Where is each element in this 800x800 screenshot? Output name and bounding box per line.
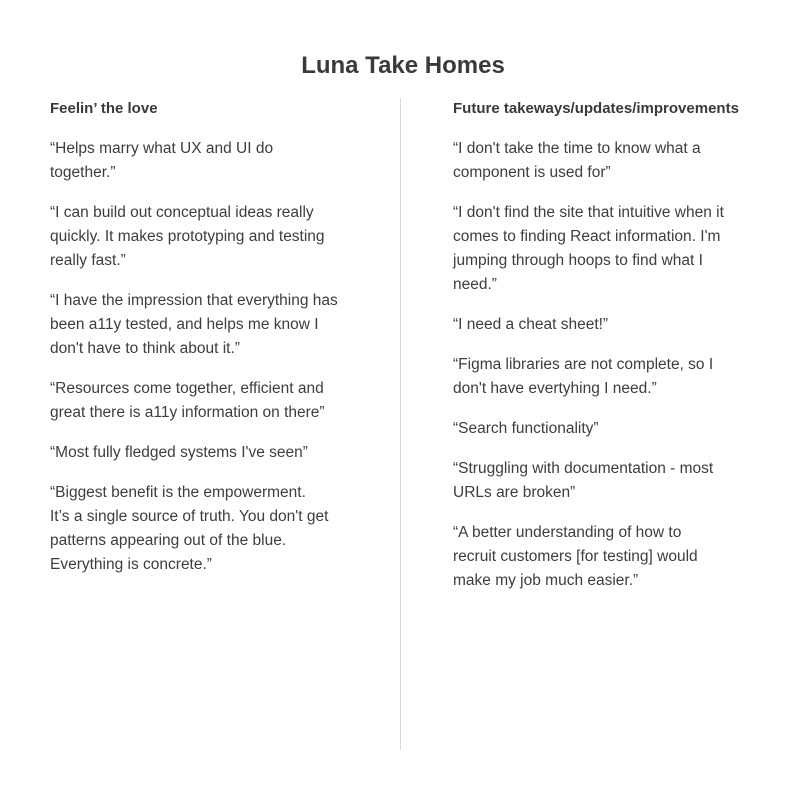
quote: “I don't take the time to know what a component is used for” bbox=[453, 140, 701, 181]
quote: “I need a cheat sheet!” bbox=[453, 316, 609, 333]
column-divider bbox=[400, 98, 401, 750]
page-title: Luna Take Homes bbox=[301, 52, 505, 79]
quote: “Most fully fledged systems I've seen” bbox=[50, 444, 308, 461]
quote: “I don't find the site that intuitive when it comes to finding React information. I'm jumping through hoops to find what I need.” bbox=[453, 204, 724, 293]
quote: “I can build out conceptual ideas really quickly. It makes prototyping and testing really fast.” bbox=[50, 204, 325, 269]
quote: “A better understanding of how to recruit customers [for testing] would make my job much easier.” bbox=[453, 524, 698, 589]
right-column-heading: Future takeways/updates/improvements bbox=[453, 100, 739, 117]
left-column-heading: Feelin’ the love bbox=[50, 100, 158, 117]
quote: “Resources come together, efficient and great there is a11y information on there” bbox=[50, 380, 325, 421]
quote: “I have the impression that everything has been a11y tested, and helps me know I don't have to think about it.” bbox=[50, 292, 338, 357]
right-column bbox=[453, 97, 753, 593]
quote: “Struggling with documentation - most URLs are broken” bbox=[453, 460, 714, 501]
left-column bbox=[50, 97, 360, 577]
quote: “Search functionality” bbox=[453, 420, 599, 437]
quote: “Biggest benefit is the empowerment. It’s a single source of truth. You don't get patterns appearing out of the blue. Everything is concrete.” bbox=[50, 484, 329, 573]
quote: “Helps marry what UX and UI do together.” bbox=[50, 140, 274, 181]
quote: “Figma libraries are not complete, so I don't have evertyhing I need.” bbox=[453, 356, 714, 397]
